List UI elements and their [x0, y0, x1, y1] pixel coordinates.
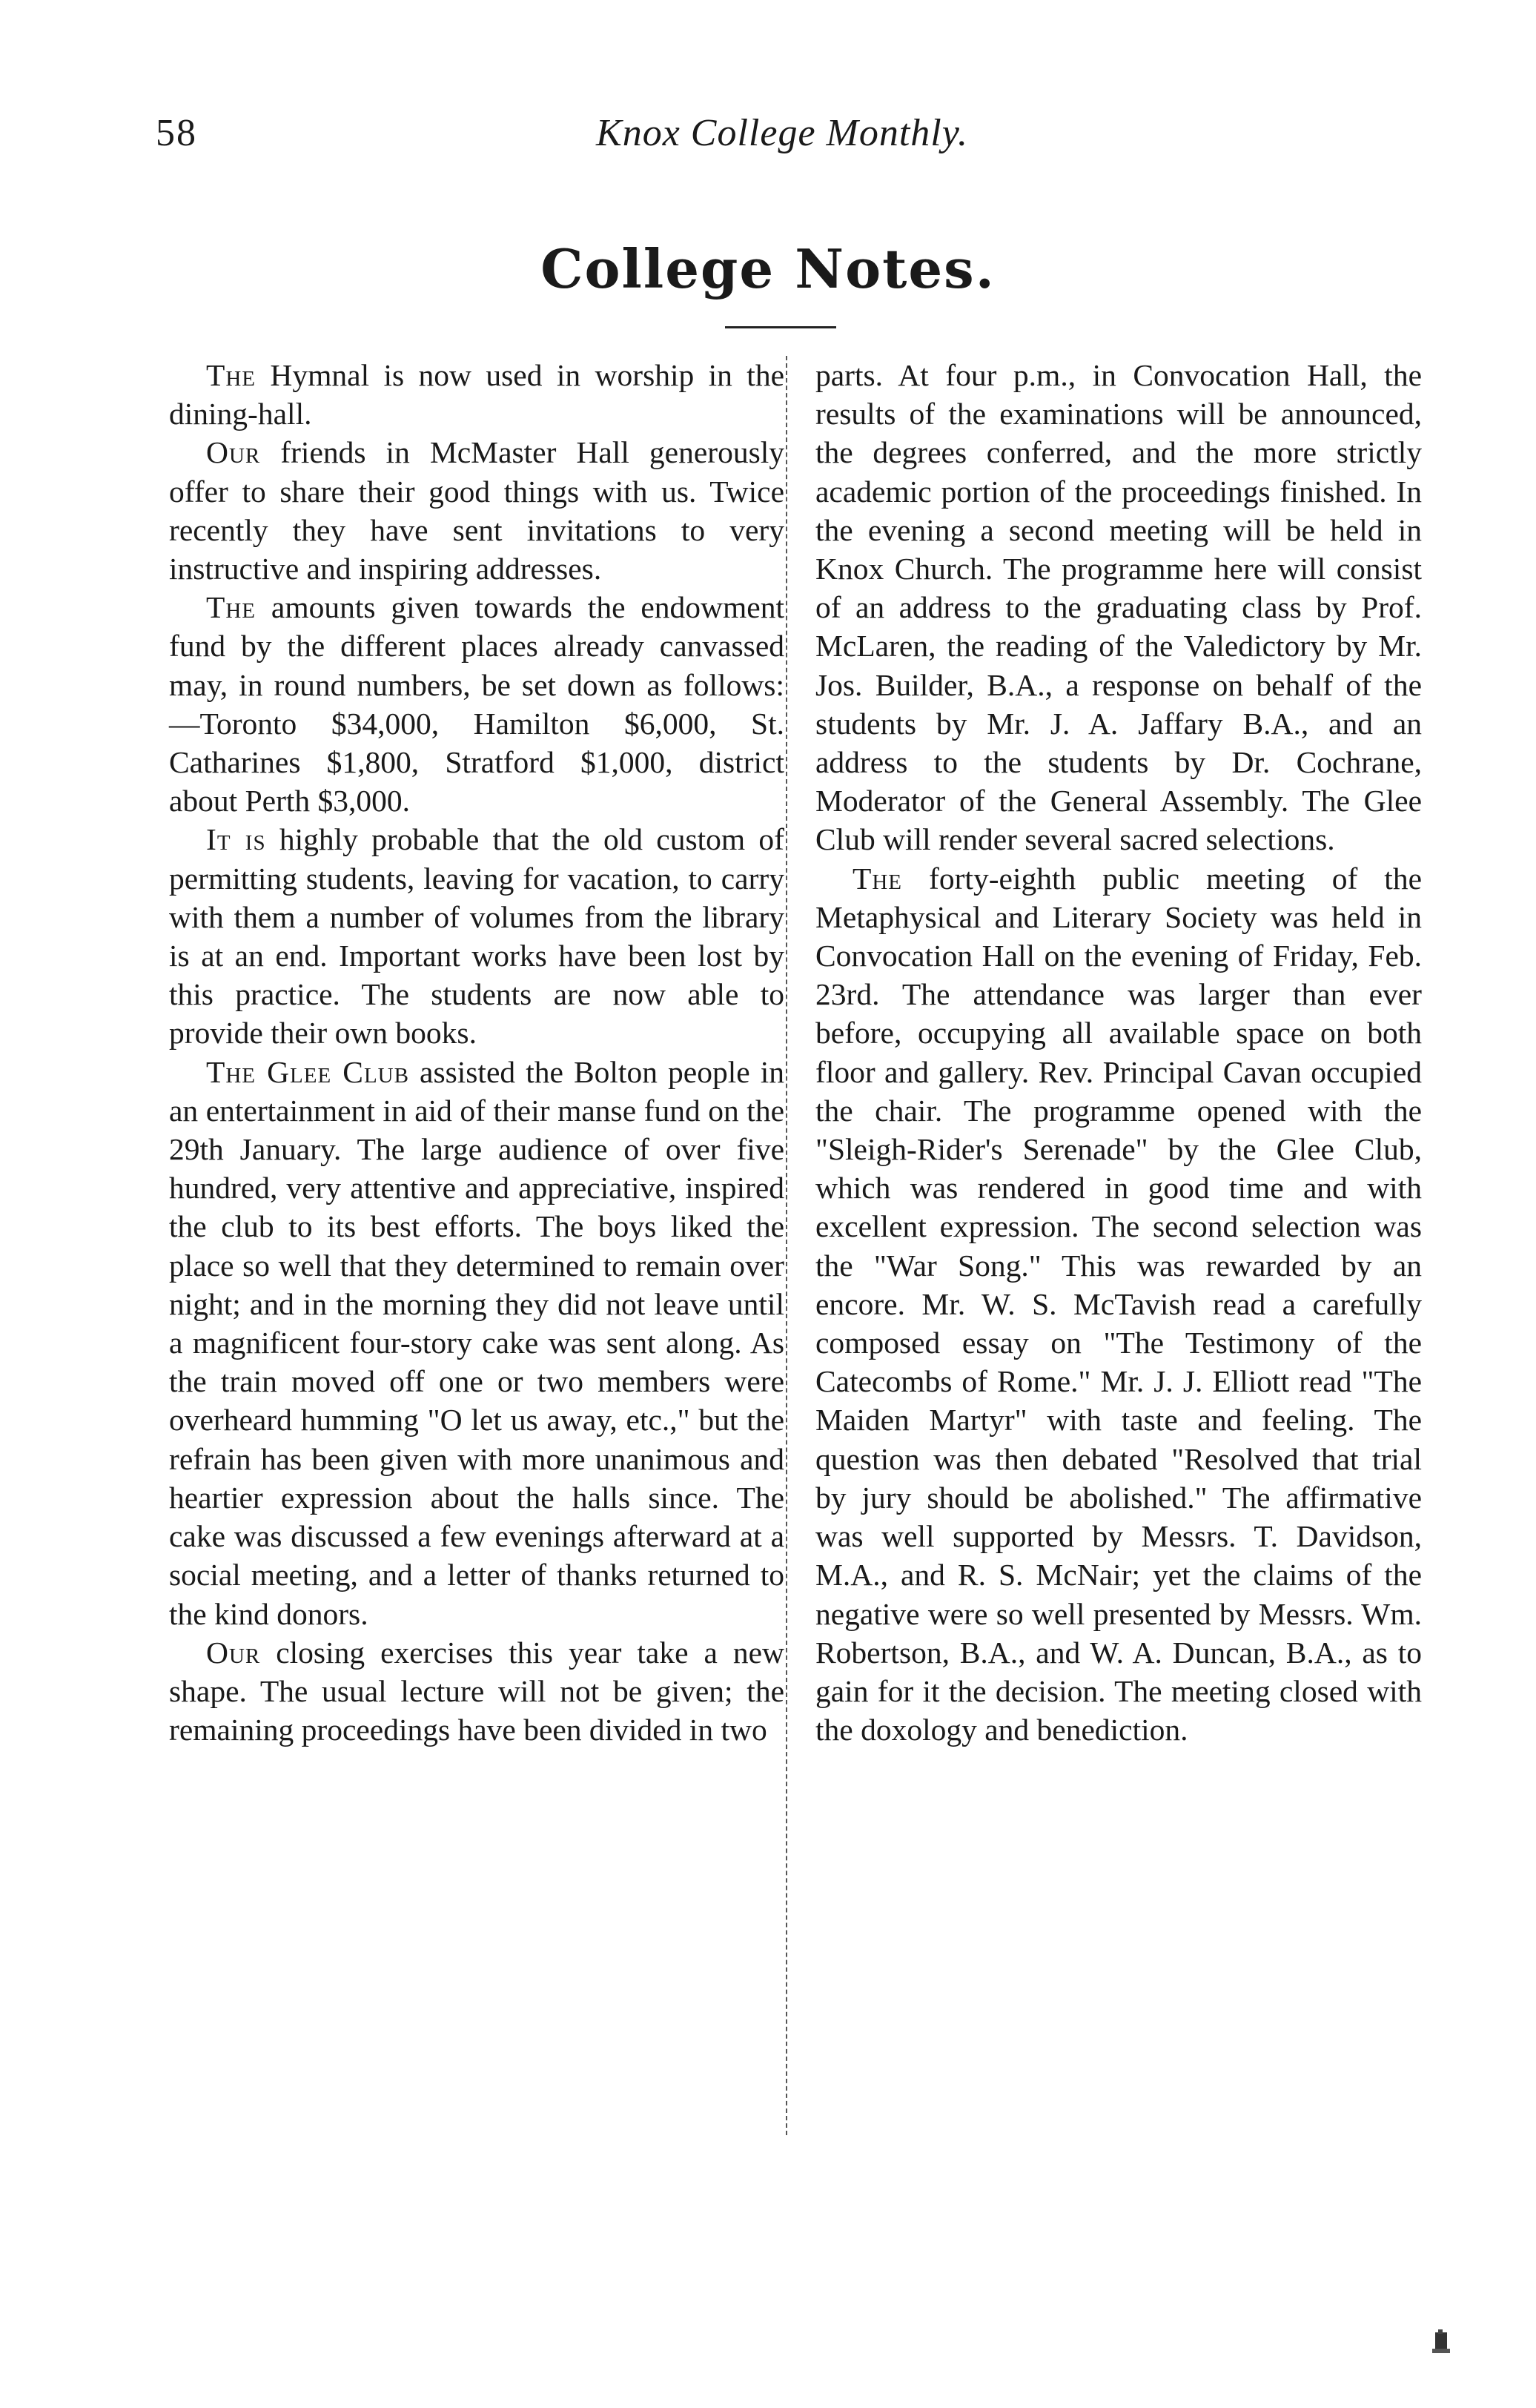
paragraph-text: forty-eighth public meeting of the Metaphysical and Literary Society was held in Convocation Hall on the evening of Friday, Feb. 23rd. The attendance was larger than ever before, occupying all available space on both floor and gallery. Rev. Principal Cavan occupied the chair. The programme opened with the "Sleigh-Rider's Serenade" by the Glee Club, which was rendered in good time and with excellent expression. The second selection was the "War Song." This was rewarded by an encore. Mr. W. S. McTavish read a carefully composed essay on "The Testimony of the Catecombs of Rome." Mr. J. J. Elliott read "The Maiden Martyr" with taste and feeling. The question was then debated "Resolved that trial by jury should be abolished." The affirmative was well supported by Messrs. T. Davidson, M.A., and R. S. McNair; yet the claims of the negative were so well presented by Messrs. Wm. Robertson, B.A., and W. A. Duncan, B.A., as to gain for it the decision. The meeting closed with the doxology and benediction.	[815, 861, 1422, 1747]
paragraph	[169, 1633, 784, 1750]
paragraph-text: friends in McMaster Hall generously offer to share their good things with us. Twice recently they have sent invitations to very instructive and inspiring addresses.	[169, 435, 784, 586]
paragraph-text: assisted the Bolton people in an entertainment in aid of their manse fund on the 29th January. The large audience of over five hundred, very attentive and appreciative, inspired the club to its best efforts. The boys liked the place so well that they determined to remain over night; and in the morning they did not leave until a magnificent four-story cake was sent along. As the train moved off one or two members were overheard humming "O let us away, etc.," but the refrain has been given with more unanimous and heartier expression about the halls since. The cake was discussed a few evenings afterward at a social meeting, and a letter of thanks returned to the kind donors.	[169, 1054, 784, 1631]
paragraph	[815, 356, 1422, 859]
column-divider	[786, 356, 787, 2135]
paragraph-text: highly probable that the old custom of permitting students, leaving for vacation, to carry with them a number of volumes from the library is at an end. Important works have been lost by this practice. The students are now able to provide their own books.	[169, 822, 784, 1051]
title-rule	[725, 326, 836, 328]
page-number: 58	[156, 112, 197, 154]
paragraph	[815, 859, 1422, 1750]
right-column	[815, 356, 1422, 1749]
running-header	[156, 111, 1408, 171]
section-title: College Notes.	[540, 237, 996, 300]
paragraph-lead: The	[206, 358, 256, 392]
paragraph-lead: The	[206, 590, 256, 625]
paragraph	[169, 356, 784, 433]
printer-ornament-icon	[1431, 2328, 1453, 2358]
paragraph-text: amounts given towards the endowment fund by the different places already canvassed may, in round numbers, be set down as follows:—Toronto $34,000, Hamilton $6,000, St. Catharines $1,800, Stratford $1,000, district about Perth $3,000.	[169, 590, 784, 818]
paragraph-lead: The Glee Club	[206, 1054, 409, 1089]
paragraph	[169, 820, 784, 1052]
journal-title: Knox College Monthly.	[596, 112, 968, 154]
paragraph-lead: The	[853, 861, 903, 896]
paragraph-lead: Our	[206, 435, 261, 470]
paragraph-text: Hymnal is now used in worship in the dining-hall.	[169, 358, 784, 431]
paragraph	[169, 588, 784, 820]
paragraph-lead: It is	[206, 822, 266, 857]
paragraph-text: closing exercises this year take a new shape. The usual lecture will not be given; the remaining proceedings have been divided in two	[169, 1635, 784, 1747]
paragraph-text: parts. At four p.m., in Convocation Hall, the results of the examinations will be announced, the degrees conferred, and the more strictly academic portion of the proceedings finished. In the evening a second meeting will be held in Knox Church. The programme here will consist of an address to the graduating class by Prof. McLaren, the reading of the Valedictory by Mr. Jos. Builder, B.A., a response on behalf of the students by Mr. J. A. Jaffary B.A., and an address to the students by Dr. Cochrane, Moderator of the General Assembly. The Glee Club will render several sacred selections.	[815, 358, 1422, 857]
paragraph	[169, 433, 784, 588]
paragraph	[169, 1053, 784, 1633]
left-column	[169, 356, 784, 1749]
paragraph-lead: Our	[206, 1635, 261, 1670]
